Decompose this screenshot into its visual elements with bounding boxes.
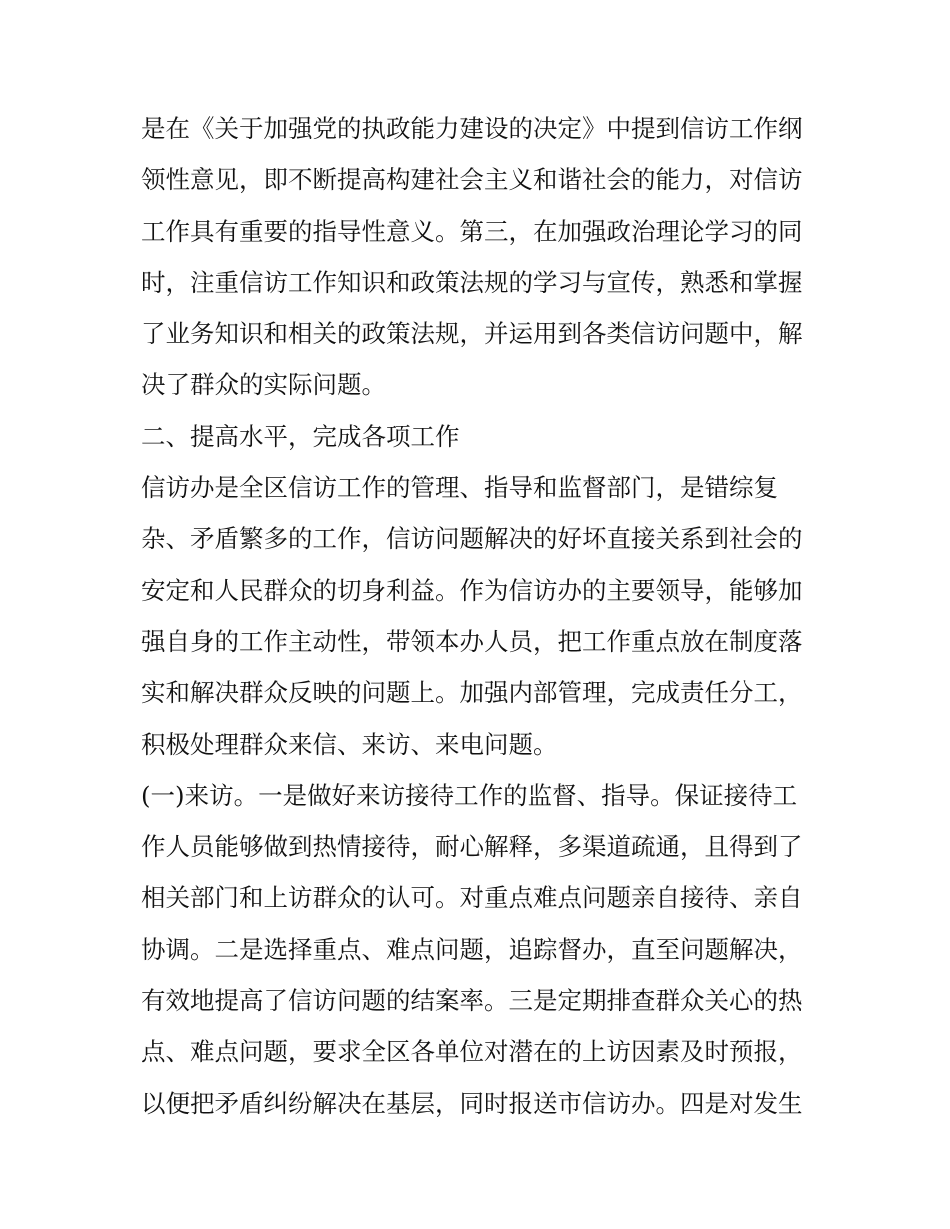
text-line: 以便把矛盾纠纷解决在基层，同时报送市信访办。四是对发生	[141, 1088, 803, 1118]
document-body	[141, 108, 821, 1134]
text-line: 实和解决群众反映的问题上。加强内部管理，完成责任分工，	[141, 678, 803, 708]
text-line: 作人员能够做到热情接待，耐心解释，多渠道疏通，且得到了	[141, 832, 803, 862]
text-line: 安定和人民群众的切身利益。作为信访办的主要领导，能够加	[141, 575, 803, 605]
text-line: 信访办是全区信访工作的管理、指导和监督部门，是错综复	[141, 473, 778, 503]
text-line: 了业务知识和相关的政策法规，并运用到各类信访问题中，解	[141, 319, 803, 349]
text-line: 协调。二是选择重点、难点问题，追踪督办，直至问题解决，	[141, 934, 803, 964]
text-line: 有效地提高了信访问题的结案率。三是定期排查群众关心的热	[141, 986, 803, 1016]
text-line: (一)来访。一是做好来访接待工作的监督、指导。保证接待工	[141, 780, 798, 810]
text-line: 领性意见，即不断提高构建社会主义和谐社会的能力，对信访	[141, 165, 803, 195]
text-line: 时，注重信访工作知识和政策法规的学习与宣传，熟悉和掌握	[141, 267, 803, 297]
text-line: 积极处理群众来信、来访、来电问题。	[141, 729, 558, 759]
text-line: 工作具有重要的指导性意义。第三，在加强政治理论学习的同	[141, 216, 803, 246]
text-line: 决了群众的实际问题。	[141, 370, 386, 400]
text-line: 强自身的工作主动性，带领本办人员，把工作重点放在制度落	[141, 626, 803, 656]
text-line: 杂、矛盾繁多的工作，信访问题解决的好坏直接关系到社会的	[141, 524, 803, 554]
text-line: 相关部门和上访群众的认可。对重点难点问题亲自接待、亲自	[141, 883, 803, 913]
text-line: 是在《关于加强党的执政能力建设的决定》中提到信访工作纲	[141, 114, 803, 143]
text-line: 点、难点问题，要求全区各单位对潜在的上访因素及时预报，	[141, 1037, 803, 1067]
section-heading: 二、提高水平，完成各项工作	[141, 421, 460, 451]
